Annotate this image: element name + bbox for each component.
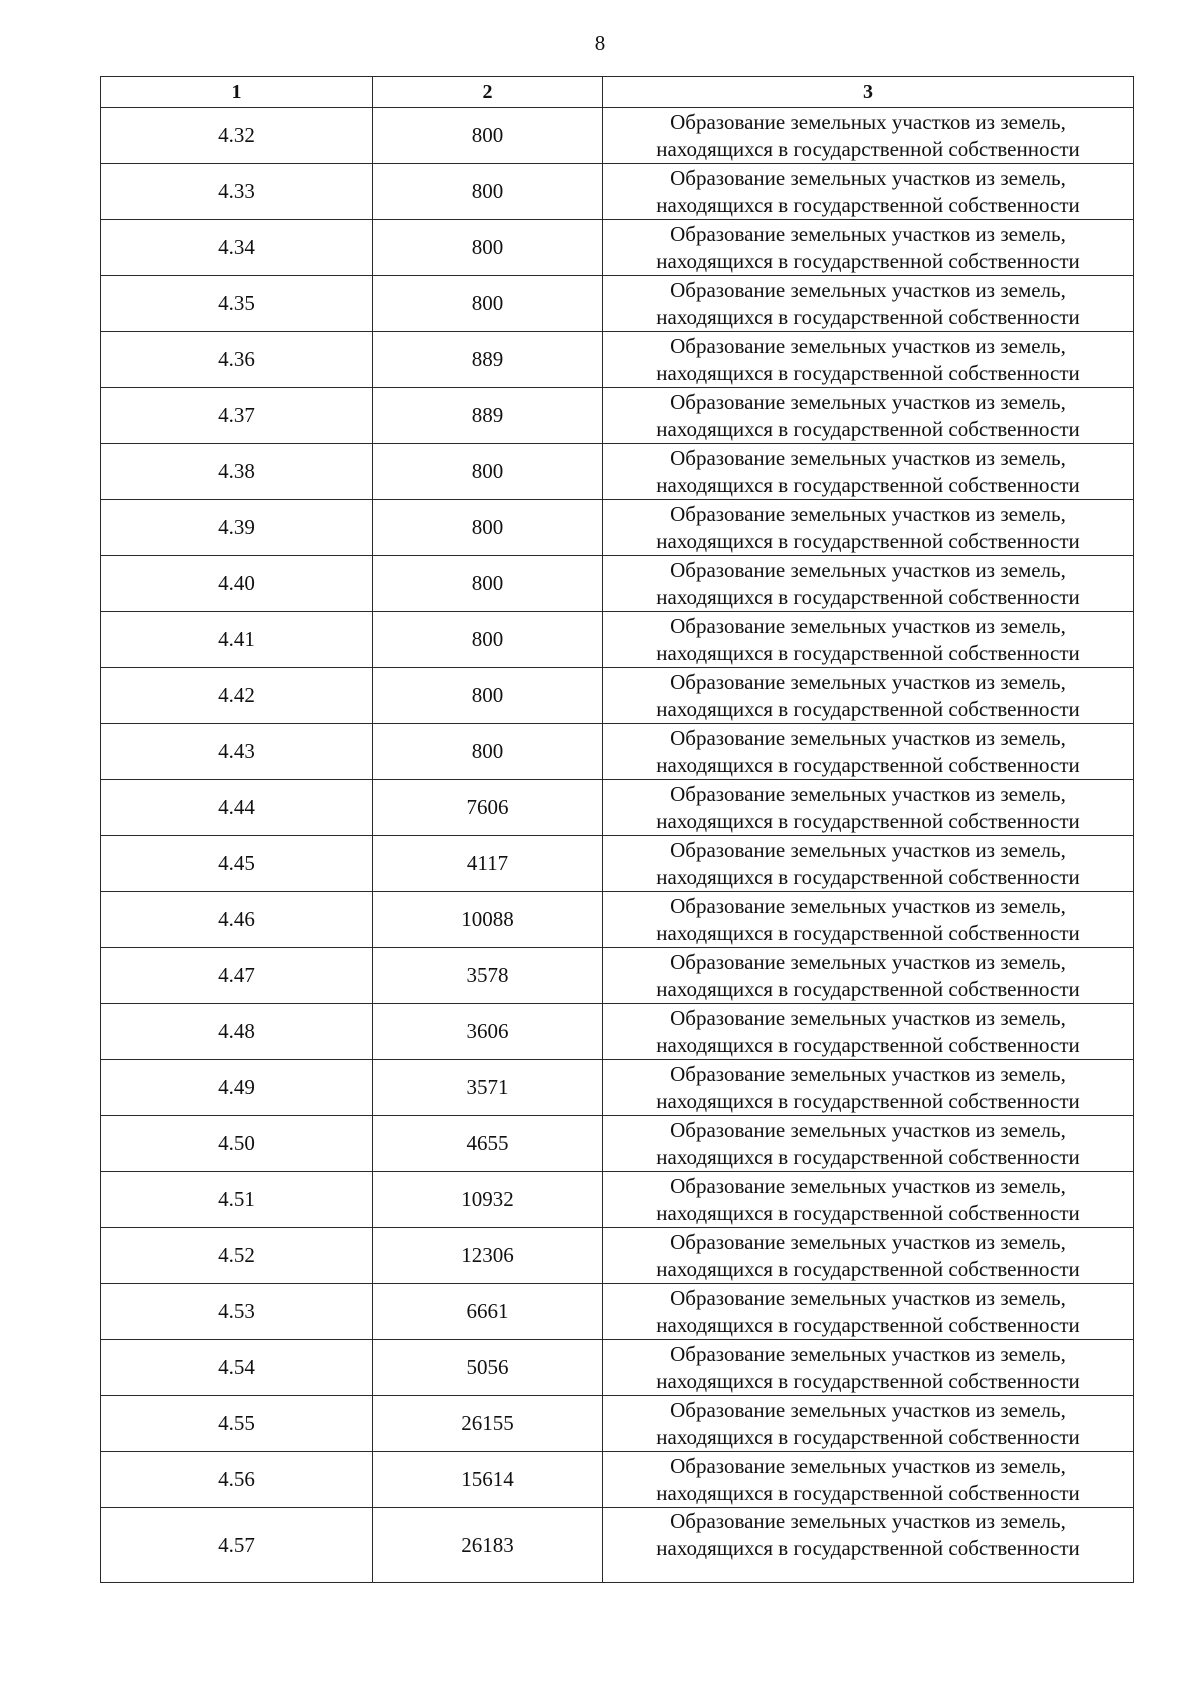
area-cell: 15614 — [373, 1452, 603, 1508]
description-line-1: Образование земельных участков из земель, — [670, 1397, 1066, 1422]
description-line-1: Образование земельных участков из земель, — [670, 949, 1066, 974]
description-cell — [603, 556, 1134, 612]
description-cell — [603, 1060, 1134, 1116]
table-header — [101, 77, 1134, 108]
description-cell — [603, 1508, 1134, 1583]
table-row — [101, 1116, 1134, 1172]
area-cell: 889 — [373, 332, 603, 388]
description-line-2: находящихся в государственной собственности — [656, 1312, 1080, 1337]
description-cell — [603, 892, 1134, 948]
row-number-cell: 4.34 — [101, 220, 373, 276]
description-cell — [603, 1172, 1134, 1228]
row-number-cell: 4.39 — [101, 500, 373, 556]
description-line-2: находящихся в государственной собственности — [656, 528, 1080, 553]
table-row — [101, 332, 1134, 388]
area-cell: 26183 — [373, 1508, 603, 1583]
table-row — [101, 1284, 1134, 1340]
area-cell: 3606 — [373, 1004, 603, 1060]
description-line-1: Образование земельных участков из земель, — [670, 501, 1066, 526]
area-cell: 800 — [373, 164, 603, 220]
description-cell — [603, 332, 1134, 388]
description-line-1: Образование земельных участков из земель, — [670, 389, 1066, 414]
description-cell — [603, 444, 1134, 500]
description-line-2: находящихся в государственной собственности — [656, 136, 1080, 161]
header-row — [101, 77, 1134, 108]
description-line-2: находящихся в государственной собственности — [656, 1032, 1080, 1057]
row-number-cell: 4.35 — [101, 276, 373, 332]
table-row — [101, 1172, 1134, 1228]
area-cell: 800 — [373, 724, 603, 780]
description-line-2: находящихся в государственной собственности — [656, 1424, 1080, 1449]
description-line-2: находящихся в государственной собственности — [656, 360, 1080, 385]
area-cell: 26155 — [373, 1396, 603, 1452]
description-cell — [603, 164, 1134, 220]
description-line-2: находящихся в государственной собственности — [656, 1200, 1080, 1225]
description-line-2: находящихся в государственной собственности — [656, 584, 1080, 609]
description-line-1: Образование земельных участков из земель, — [670, 1173, 1066, 1198]
description-line-1: Образование земельных участков из земель, — [670, 1117, 1066, 1142]
description-line-2: находящихся в государственной собственности — [656, 808, 1080, 833]
description-line-1: Образование земельных участков из земель, — [670, 893, 1066, 918]
area-cell: 800 — [373, 276, 603, 332]
table-row — [101, 276, 1134, 332]
description-line-2: находящихся в государственной собственности — [656, 1480, 1080, 1505]
area-cell: 3571 — [373, 1060, 603, 1116]
table-row — [101, 780, 1134, 836]
header-col-2: 2 — [373, 77, 603, 108]
row-number-cell: 4.51 — [101, 1172, 373, 1228]
description-line-1: Образование земельных участков из земель, — [670, 1229, 1066, 1254]
description-cell — [603, 1228, 1134, 1284]
row-number-cell: 4.41 — [101, 612, 373, 668]
description-line-2: находящихся в государственной собственности — [656, 472, 1080, 497]
description-line-2: находящихся в государственной собственности — [656, 304, 1080, 329]
area-cell: 10088 — [373, 892, 603, 948]
row-number-cell: 4.42 — [101, 668, 373, 724]
description-line-1: Образование земельных участков из земель, — [670, 445, 1066, 470]
description-line-1: Образование земельных участков из земель, — [670, 165, 1066, 190]
row-number-cell: 4.46 — [101, 892, 373, 948]
description-line-1: Образование земельных участков из земель, — [670, 333, 1066, 358]
description-cell — [603, 388, 1134, 444]
description-cell — [603, 1284, 1134, 1340]
area-cell: 889 — [373, 388, 603, 444]
area-cell: 800 — [373, 556, 603, 612]
row-number-cell: 4.52 — [101, 1228, 373, 1284]
row-number-cell: 4.45 — [101, 836, 373, 892]
row-number-cell: 4.57 — [101, 1508, 373, 1583]
description-cell — [603, 612, 1134, 668]
table-row — [101, 1452, 1134, 1508]
area-cell: 800 — [373, 108, 603, 164]
description-cell — [603, 500, 1134, 556]
header-col-1: 1 — [101, 77, 373, 108]
description-line-2: находящихся в государственной собственности — [656, 1088, 1080, 1113]
area-cell: 10932 — [373, 1172, 603, 1228]
table-row — [101, 836, 1134, 892]
table-row — [101, 724, 1134, 780]
row-number-cell: 4.47 — [101, 948, 373, 1004]
table-row — [101, 220, 1134, 276]
description-line-2: находящихся в государственной собственности — [656, 1144, 1080, 1169]
description-line-1: Образование земельных участков из земель, — [670, 613, 1066, 638]
area-cell: 3578 — [373, 948, 603, 1004]
row-number-cell: 4.55 — [101, 1396, 373, 1452]
description-cell — [603, 276, 1134, 332]
area-cell: 6661 — [373, 1284, 603, 1340]
row-number-cell: 4.44 — [101, 780, 373, 836]
description-line-1: Образование земельных участков из земель, — [670, 725, 1066, 750]
header-col-3: 3 — [603, 77, 1134, 108]
table-row — [101, 612, 1134, 668]
description-line-1: Образование земельных участков из земель, — [670, 557, 1066, 582]
row-number-cell: 4.49 — [101, 1060, 373, 1116]
table-row — [101, 1060, 1134, 1116]
description-line-2: находящихся в государственной собственности — [656, 920, 1080, 945]
row-number-cell: 4.48 — [101, 1004, 373, 1060]
table-row — [101, 1004, 1134, 1060]
description-line-1: Образование земельных участков из земель, — [670, 781, 1066, 806]
description-line-1: Образование земельных участков из земель, — [670, 1285, 1066, 1310]
description-line-2: находящихся в государственной собственности — [656, 192, 1080, 217]
description-line-1: Образование земельных участков из земель, — [670, 1061, 1066, 1086]
table-row — [101, 108, 1134, 164]
row-number-cell: 4.56 — [101, 1452, 373, 1508]
description-line-2: находящихся в государственной собственности — [656, 752, 1080, 777]
land-plots-table — [100, 76, 1134, 1583]
row-number-cell: 4.43 — [101, 724, 373, 780]
description-line-1: Образование земельных участков из земель, — [670, 1453, 1066, 1478]
row-number-cell: 4.40 — [101, 556, 373, 612]
description-cell — [603, 1004, 1134, 1060]
area-cell: 800 — [373, 444, 603, 500]
table-row — [101, 892, 1134, 948]
description-cell — [603, 1396, 1134, 1452]
table-row — [101, 948, 1134, 1004]
description-line-1: Образование земельных участков из земель, — [670, 669, 1066, 694]
description-line-1: Образование земельных участков из земель, — [670, 1341, 1066, 1366]
description-cell — [603, 1340, 1134, 1396]
area-cell: 800 — [373, 500, 603, 556]
row-number-cell: 4.38 — [101, 444, 373, 500]
description-line-2: находящихся в государственной собственности — [656, 1368, 1080, 1393]
row-number-cell: 4.33 — [101, 164, 373, 220]
area-cell: 800 — [373, 668, 603, 724]
area-cell: 5056 — [373, 1340, 603, 1396]
description-cell — [603, 780, 1134, 836]
row-number-cell: 4.32 — [101, 108, 373, 164]
table-row — [101, 1508, 1134, 1583]
description-line-1: Образование земельных участков из земель, — [670, 1005, 1066, 1030]
description-line-1: Образование земельных участков из земель, — [670, 837, 1066, 862]
description-line-2: находящихся в государственной собственности — [656, 640, 1080, 665]
table-row — [101, 1396, 1134, 1452]
description-line-1: Образование земельных участков из земель, — [670, 1509, 1066, 1533]
description-cell — [603, 108, 1134, 164]
area-cell: 12306 — [373, 1228, 603, 1284]
description-line-2: находящихся в государственной собственности — [656, 248, 1080, 273]
row-number-cell: 4.50 — [101, 1116, 373, 1172]
area-cell: 800 — [373, 612, 603, 668]
table-row — [101, 444, 1134, 500]
row-number-cell: 4.36 — [101, 332, 373, 388]
page-number: 8 — [594, 31, 606, 55]
table-row — [101, 500, 1134, 556]
table-body — [101, 108, 1134, 1583]
description-line-1: Образование земельных участков из земель, — [670, 277, 1066, 302]
area-cell: 4117 — [373, 836, 603, 892]
area-cell: 7606 — [373, 780, 603, 836]
description-cell — [603, 220, 1134, 276]
table-row — [101, 556, 1134, 612]
area-cell: 4655 — [373, 1116, 603, 1172]
description-cell — [603, 836, 1134, 892]
table-row — [101, 388, 1134, 444]
description-line-1: Образование земельных участков из земель, — [670, 109, 1066, 134]
description-line-2: находящихся в государственной собственности — [656, 416, 1080, 441]
table-row — [101, 1228, 1134, 1284]
table-row — [101, 1340, 1134, 1396]
description-line-1: Образование земельных участков из земель, — [670, 221, 1066, 246]
table-row — [101, 164, 1134, 220]
description-line-2: находящихся в государственной собственности — [656, 864, 1080, 889]
description-line-2: находящихся в государственной собственности — [656, 976, 1080, 1001]
description-line-2: находящихся в государственной собственности — [656, 1536, 1080, 1560]
row-number-cell: 4.37 — [101, 388, 373, 444]
description-cell — [603, 668, 1134, 724]
table-row — [101, 668, 1134, 724]
description-cell — [603, 1116, 1134, 1172]
row-number-cell: 4.54 — [101, 1340, 373, 1396]
description-cell — [603, 724, 1134, 780]
row-number-cell: 4.53 — [101, 1284, 373, 1340]
description-cell — [603, 948, 1134, 1004]
description-line-2: находящихся в государственной собственности — [656, 1256, 1080, 1281]
description-cell — [603, 1452, 1134, 1508]
area-cell: 800 — [373, 220, 603, 276]
description-line-2: находящихся в государственной собственности — [656, 696, 1080, 721]
